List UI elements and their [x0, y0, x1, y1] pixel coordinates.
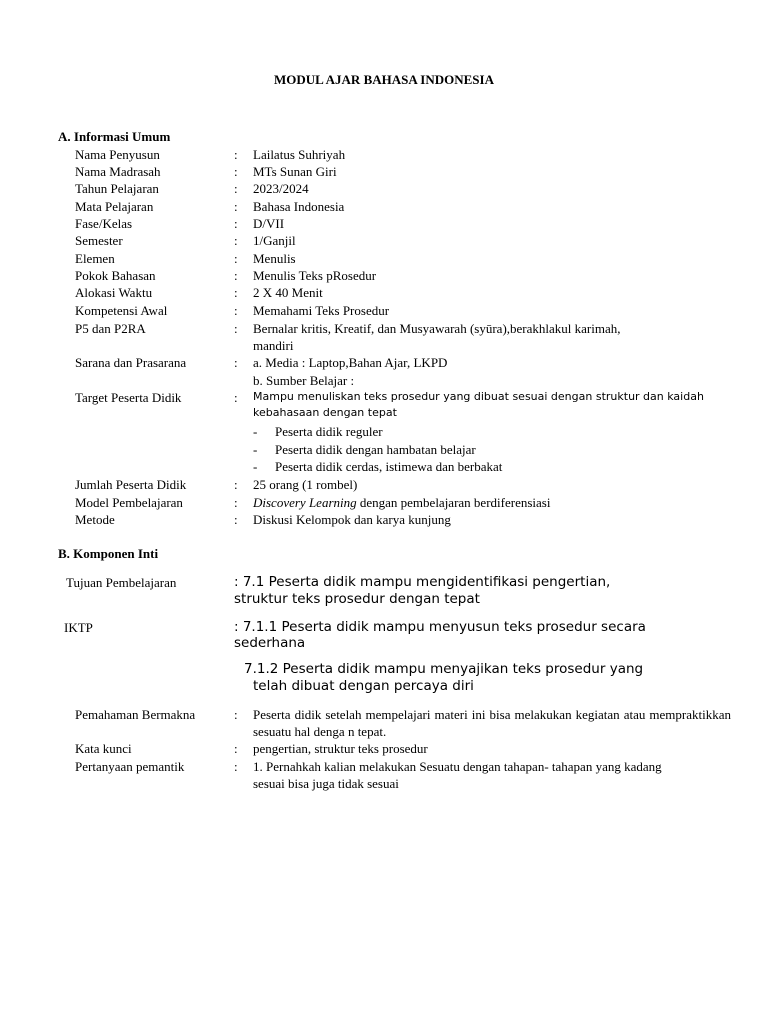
pertanyaan-row-continued	[0, 775, 768, 793]
row-label: IKTP	[64, 620, 93, 635]
row-colon: :	[234, 477, 238, 492]
row-value: 2 X 40 Menit	[253, 285, 323, 300]
row-colon: :	[234, 199, 238, 214]
row-value: kebahasaan dengan tepat	[253, 406, 397, 419]
row-label: Metode	[75, 512, 115, 527]
p5-row-continued	[0, 337, 768, 355]
row-colon: :	[234, 321, 238, 336]
row-colon: :	[234, 355, 238, 370]
row-value: Menulis	[253, 251, 296, 266]
row-label: Mata Pelajaran	[75, 199, 154, 214]
model-italic: Discovery Learning	[253, 495, 357, 510]
list-item-text: Peserta didik reguler	[275, 424, 383, 439]
row-value: Bernalar kritis, Kreatif, dan Musyawarah (syūra),berakhlakul karimah,	[253, 321, 621, 336]
row-value: pengertian, struktur teks prosedur	[253, 741, 428, 756]
row-label: Fase/Kelas	[75, 216, 133, 231]
row-label: Semester	[75, 233, 123, 248]
row-colon: :	[234, 707, 238, 722]
sarana-row-continued	[0, 372, 768, 390]
row-value: mandiri	[253, 338, 294, 353]
row-label: P5 dan P2RA	[75, 321, 146, 336]
row-colon: :	[234, 285, 238, 300]
row-colon: :	[234, 181, 238, 196]
info-row	[0, 198, 768, 216]
row-value: : 7.1 Peserta didik mampu mengidentifikasi pengertian,	[234, 574, 611, 590]
iktp-sub-row	[0, 661, 768, 679]
info-row	[0, 163, 768, 181]
row-label: Kompetensi Awal	[75, 303, 168, 318]
list-item-text: Peserta didik dengan hambatan belajar	[275, 442, 476, 457]
sarana-row	[0, 354, 768, 372]
row-label: Nama Penyusun	[75, 147, 160, 162]
row-label: Nama Madrasah	[75, 164, 161, 179]
row-label: Tahun Pelajaran	[75, 181, 159, 196]
row-value: 1. Pernahkah kalian melakukan Sesuatu dengan tahapan- tahapan yang kadang	[253, 759, 662, 774]
model-rest: dengan pembelajaran berdiferensiasi	[356, 495, 551, 510]
row-label: Tujuan Pembelajaran	[66, 575, 177, 590]
iktp-sub-row-continued	[0, 678, 768, 696]
section-a-heading: A. Informasi Umum	[58, 129, 171, 144]
row-value: telah dibuat dengan percaya diri	[253, 678, 474, 694]
list-item	[253, 423, 383, 440]
row-value: Diskusi Kelompok dan karya kunjung	[253, 512, 451, 527]
row-label: Jumlah Peserta Didik	[75, 477, 187, 492]
row-colon: :	[234, 303, 238, 318]
row-value: sesuai bisa juga tidak sesuai	[253, 776, 399, 791]
row-label: Kata kunci	[75, 741, 132, 756]
info-row	[0, 511, 768, 529]
info-row	[0, 302, 768, 320]
row-value: Menulis Teks pRosedur	[253, 268, 377, 283]
pertanyaan-row	[0, 758, 768, 776]
row-label: Alokasi Waktu	[75, 285, 153, 300]
info-row	[0, 267, 768, 285]
row-value: 7.1.2 Peserta didik mampu menyajikan teks prosedur yang	[244, 661, 644, 677]
row-label: Pertanyaan pemantik	[75, 759, 185, 774]
row-value: 25 orang (1 rombel)	[253, 477, 358, 492]
document-title: MODUL AJAR BAHASA INDONESIA	[274, 72, 494, 87]
row-value: D/VII	[253, 216, 285, 231]
row-label: Elemen	[75, 251, 115, 266]
row-label: Sarana dan Prasarana	[75, 355, 187, 370]
row-colon: :	[234, 164, 238, 179]
tujuan-row-continued	[0, 591, 768, 609]
row-label: Pemahaman Bermakna	[75, 707, 196, 722]
iktp-row-continued	[0, 635, 768, 653]
dash-marker: -	[253, 442, 258, 457]
info-row	[0, 284, 768, 302]
row-colon: :	[234, 233, 238, 248]
row-value: : 7.1.1 Peserta didik mampu menyusun teks prosedur secara	[234, 619, 646, 635]
row-label: Model Pembelajaran	[75, 495, 183, 510]
row-colon: :	[234, 251, 238, 266]
info-row	[0, 494, 768, 512]
info-row	[0, 250, 768, 268]
row-value: Mampu menuliskan teks prosedur yang dibuat sesuai dengan struktur dan kaidah	[253, 390, 704, 403]
row-label: Pokok Bahasan	[75, 268, 156, 283]
list-item	[253, 458, 502, 475]
row-colon: :	[234, 268, 238, 283]
row-colon: :	[234, 512, 238, 527]
row-colon: :	[234, 759, 238, 774]
info-row	[0, 180, 768, 198]
row-value: struktur teks prosedur dengan tepat	[234, 591, 480, 607]
list-item	[253, 441, 476, 458]
row-value: MTs Sunan Giri	[253, 164, 337, 179]
target-row-continued	[0, 405, 768, 423]
row-colon: :	[234, 495, 238, 510]
pemahaman-row	[0, 706, 768, 742]
row-colon: :	[234, 147, 238, 162]
row-colon: :	[234, 390, 238, 405]
dash-marker: -	[253, 424, 258, 439]
kata-kunci-row	[0, 740, 768, 758]
dash-marker: -	[253, 459, 258, 474]
info-row	[0, 215, 768, 233]
row-colon: :	[234, 741, 238, 756]
row-value: Bahasa Indonesia	[253, 199, 345, 214]
info-row	[0, 476, 768, 494]
row-value	[253, 494, 550, 511]
list-item-text: Peserta didik cerdas, istimewa dan berbakat	[275, 459, 503, 474]
row-value: 1/Ganjil	[253, 233, 296, 248]
row-value: sederhana	[234, 635, 306, 651]
row-label: Target Peserta Didik	[75, 390, 182, 405]
row-value: 2023/2024	[253, 181, 309, 196]
row-value: Peserta didik setelah mempelajari materi ini bisa melakukan kegiatan atau mempraktikkan sesuatu hal denga n tepat.	[253, 707, 731, 739]
p5-row	[0, 320, 768, 338]
section-b-heading: B. Komponen Inti	[58, 546, 159, 561]
row-colon: :	[234, 216, 238, 231]
tujuan-row	[0, 574, 768, 592]
info-row	[0, 232, 768, 250]
info-row	[0, 146, 768, 164]
row-value: a. Media : Laptop,Bahan Ajar, LKPD	[253, 355, 448, 370]
row-value: Lailatus Suhriyah	[253, 147, 346, 162]
row-value: Memahami Teks Prosedur	[253, 303, 390, 318]
row-value: b. Sumber Belajar :	[253, 373, 355, 388]
